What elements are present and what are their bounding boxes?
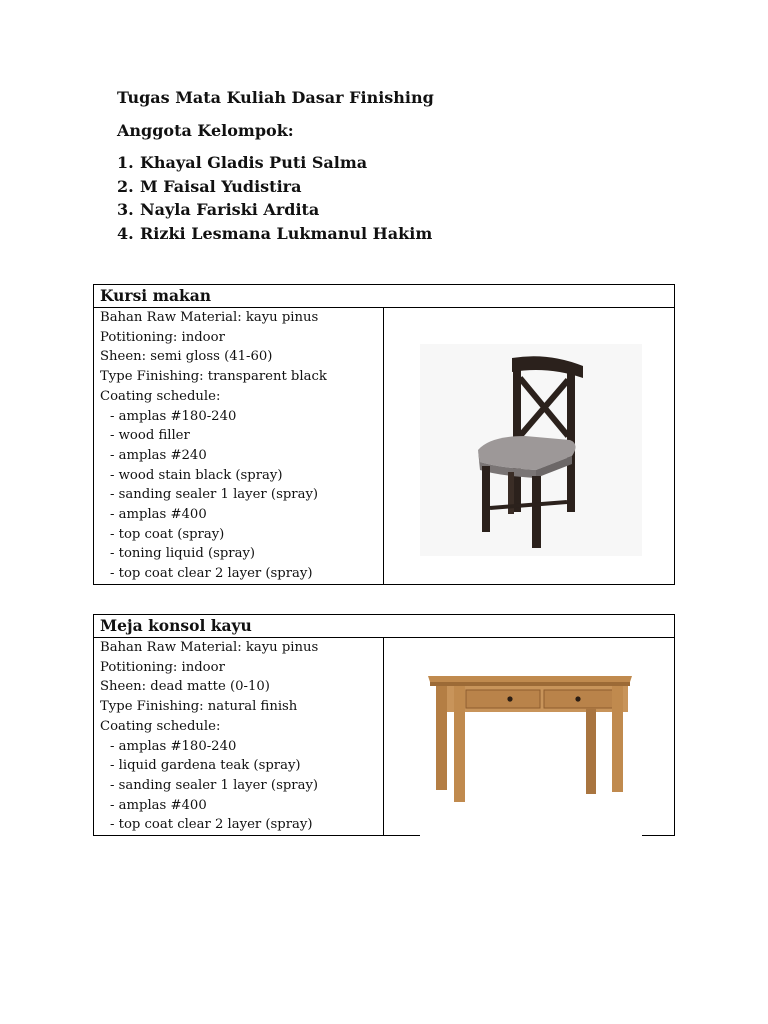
spec-image-cell bbox=[384, 638, 674, 835]
spec-table-kursi-makan bbox=[93, 284, 675, 585]
group-label: Anggota Kelompok: bbox=[117, 121, 294, 140]
member-number: 1. bbox=[117, 153, 134, 172]
coating-step: - sanding sealer 1 layer (spray) bbox=[110, 777, 319, 793]
raw-material: Bahan Raw Material: kayu pinus bbox=[100, 640, 319, 655]
spec-table-title: Kursi makan bbox=[94, 285, 674, 308]
positioning: Potitioning: indoor bbox=[100, 329, 225, 345]
member-list bbox=[117, 151, 677, 245]
spec-details bbox=[94, 308, 384, 584]
coating-step: - amplas #400 bbox=[110, 507, 207, 523]
sheen: Sheen: semi gloss (41-60) bbox=[100, 349, 273, 365]
spec-table-body bbox=[94, 308, 674, 584]
spec-table-title: Meja konsol kayu bbox=[94, 615, 674, 638]
finishing-type: Type Finishing: transparent black bbox=[100, 369, 327, 385]
coating-step: - sanding sealer 1 layer (spray) bbox=[110, 487, 319, 503]
coating-step: - amplas #400 bbox=[110, 797, 207, 813]
coating-step: - top coat clear 2 layer (spray) bbox=[110, 817, 313, 833]
coating-step: - top coat (spray) bbox=[110, 526, 225, 542]
member-name: Khayal Gladis Puti Salma bbox=[140, 153, 368, 172]
document-title: Tugas Mata Kuliah Dasar Finishing bbox=[117, 88, 434, 107]
member-number: 2. bbox=[117, 176, 134, 196]
member-name: Nayla Fariski Ardita bbox=[140, 200, 320, 219]
dining-chair-image bbox=[420, 344, 642, 556]
coating-step: - liquid gardena teak (spray) bbox=[110, 758, 301, 774]
coating-schedule-label: Coating schedule: bbox=[100, 718, 221, 734]
document-header bbox=[117, 86, 677, 245]
spec-details bbox=[94, 638, 384, 835]
member-item bbox=[117, 222, 677, 246]
coating-step: - wood stain black (spray) bbox=[110, 467, 283, 483]
sheen: Sheen: dead matte (0-10) bbox=[100, 679, 270, 695]
member-item bbox=[117, 175, 677, 199]
member-number: 3. bbox=[117, 200, 134, 219]
coating-step: - wood filler bbox=[110, 428, 190, 444]
coating-step: - top coat clear 2 layer (spray) bbox=[110, 566, 313, 582]
member-number: 4. bbox=[117, 223, 134, 243]
spec-table-meja-konsol bbox=[93, 614, 675, 836]
member-name: Rizki Lesmana Lukmanul Hakim bbox=[140, 223, 433, 243]
coating-step: - amplas #240 bbox=[110, 447, 207, 463]
coating-schedule-label: Coating schedule: bbox=[100, 388, 221, 404]
finishing-type: Type Finishing: natural finish bbox=[100, 699, 298, 715]
member-name: M Faisal Yudistira bbox=[140, 176, 302, 196]
coating-step: - amplas #180-240 bbox=[110, 408, 237, 424]
spec-image-cell bbox=[384, 308, 674, 584]
member-item bbox=[117, 151, 677, 175]
console-table-image bbox=[420, 660, 642, 840]
coating-step: - amplas #180-240 bbox=[110, 738, 237, 754]
coating-step: - toning liquid (spray) bbox=[110, 546, 256, 562]
spec-table-body bbox=[94, 638, 674, 835]
positioning: Potitioning: indoor bbox=[100, 659, 225, 675]
member-item bbox=[117, 198, 677, 222]
raw-material: Bahan Raw Material: kayu pinus bbox=[100, 310, 319, 325]
